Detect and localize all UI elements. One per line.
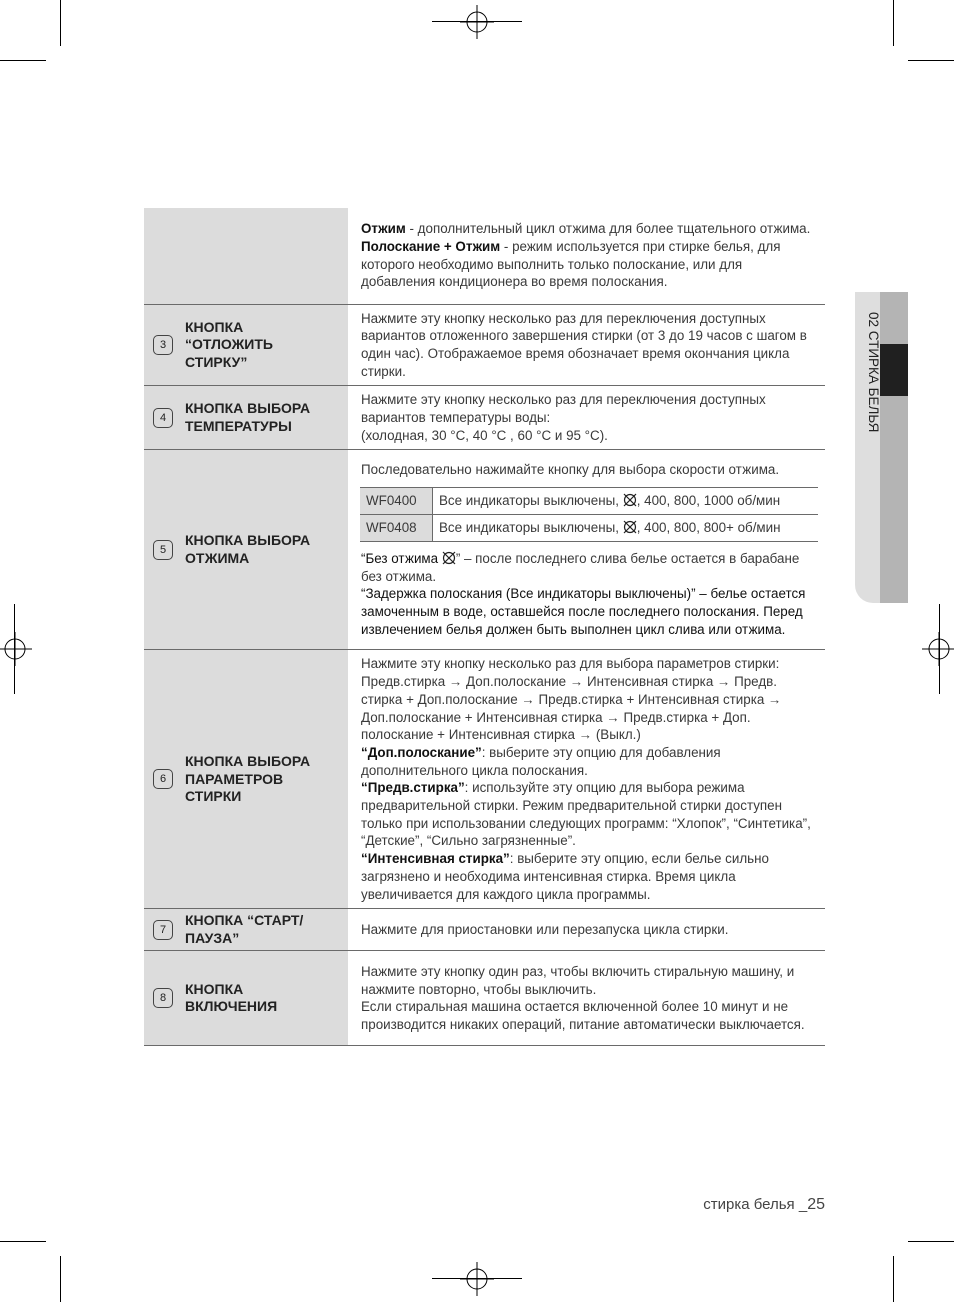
model-cell: WF0408 <box>360 515 433 542</box>
no-spin-icon <box>623 520 637 534</box>
description-text: Нажмите для приостановки или перезапуска цикла стирки. <box>361 921 729 937</box>
temperature-button-label: КНОПКА ВЫБОРА ТЕМПЕРАТУРЫ <box>185 400 311 434</box>
table-row <box>144 208 825 304</box>
spin-button-label: КНОПКА ВЫБОРА ОТЖИМА <box>185 532 311 566</box>
label-cell <box>144 909 348 951</box>
model-cell: WF0400 <box>360 488 433 515</box>
description-text: Нажмите эту кнопку один раз, чтобы включить стиральную машину, и нажмите повторно, чтобы выключить. <box>361 963 795 997</box>
description-text: “Задержка полоскания (Все индикаторы выключены)” – белье остается замоченным в воде, оставшейся после последнего полоскания. Перед извлечением белья должен быть выполнен цикл слива или отжима. <box>361 586 806 637</box>
description-text: “Без отжима <box>361 551 442 567</box>
options-button-label: КНОПКА ВЫБОРА ПАРАМЕТРОВ СТИРКИ <box>185 753 311 805</box>
description-text: : используйте эту опцию для выбора режима предварительной стирки. Режим предварительной стирки доступен только при использовании следующих программ: “Хлопок”, “Синтетика”, “Детские”, “Сильно загрязненные”. <box>361 780 811 849</box>
description-text: ” – после последнего слива белье остается в барабане без отжима. <box>361 551 800 584</box>
registration-mark <box>460 1262 494 1296</box>
description-text: (холодная, 30 °C, 40 °C , 60 °C и 95 °C). <box>361 427 608 443</box>
no-spin-icon <box>442 551 456 565</box>
description-text: : выберите эту опцию, если белье сильно загрязнено и необходима интенсивная стирка. Время цикла увеличивается для каждого цикла программы. <box>361 851 769 902</box>
speed-text: Все индикаторы выключены, <box>439 520 623 536</box>
term: “Интенсивная стирка” <box>361 851 510 867</box>
description-cell <box>348 304 825 386</box>
item-number: 6 <box>153 769 173 789</box>
label-cell <box>144 386 348 450</box>
table-row <box>144 951 825 1046</box>
crop-mark <box>0 60 46 61</box>
controls-table <box>144 208 825 1046</box>
term: “Доп.полоскание” <box>361 744 482 760</box>
label-cell <box>144 450 348 650</box>
start-pause-button-label: КНОПКА “СТАРТ/ ПАУЗА” <box>185 912 304 946</box>
crop-mark <box>893 0 894 46</box>
item-number: 4 <box>153 408 173 428</box>
description-cell <box>348 208 825 304</box>
crop-mark <box>0 1241 46 1242</box>
delay-button-label: КНОПКА “ОТЛОЖИТЬ СТИРКУ” <box>185 318 273 370</box>
item-number: 8 <box>153 988 173 1008</box>
item-number: 7 <box>153 920 173 940</box>
description-text: - дополнительный цикл отжима для более тщательного отжима. <box>405 221 811 237</box>
table-row <box>144 386 825 450</box>
registration-mark <box>0 632 32 666</box>
description-cell <box>348 386 825 450</box>
description-text: Нажмите эту кнопку несколько раз для переключения доступных вариантов отложенного завершения стирки (от 3 до 19 часов с шагом в один час). Отображаемое время обозначает время окончания цикла стирки. <box>361 310 807 379</box>
no-spin-icon <box>623 493 637 507</box>
spin-speed-table <box>360 487 818 542</box>
label-cell <box>144 951 348 1046</box>
table-row <box>144 909 825 951</box>
term: “Предв.стирка” <box>361 780 465 796</box>
description-cell <box>348 951 825 1046</box>
term: Отжим <box>361 221 406 237</box>
crop-mark <box>908 1241 954 1242</box>
table-row <box>144 450 825 650</box>
table-row <box>360 488 818 515</box>
crop-mark <box>60 1256 61 1302</box>
label-cell <box>144 208 348 304</box>
page-number: 25 <box>807 1196 825 1213</box>
registration-mark <box>460 5 494 39</box>
description-cell <box>348 650 825 909</box>
crop-mark <box>60 0 61 46</box>
power-button-label: КНОПКА ВКЛЮЧЕНИЯ <box>185 980 278 1015</box>
description-text: - режим используется при стирке белья, для которого необходимо выполнить только полоскание, или для добавления кондиционера во время полоскания. <box>361 239 781 290</box>
chapter-title: 02 СТИРКА БЕЛЬЯ <box>866 311 881 433</box>
chapter-marker <box>880 344 908 396</box>
description-text: Последовательно нажимайте кнопку для выбора скорости отжима. <box>361 462 780 478</box>
label-cell <box>144 304 348 386</box>
footer-text: стирка белья _ <box>703 1196 808 1213</box>
label-cell <box>144 650 348 909</box>
speed-text: Все индикаторы выключены, <box>439 493 623 509</box>
crop-mark <box>908 60 954 61</box>
speed-text: , 400, 800, 800+ об/мин <box>636 520 781 536</box>
speed-text: , 400, 800, 1000 об/мин <box>636 493 781 509</box>
description-text: Если стиральная машина остается включенной более 10 минут и не производится никаких операций, питание автоматически выключается. <box>361 999 805 1032</box>
crop-mark <box>893 1256 894 1302</box>
description-text: Нажмите эту кнопку несколько раз для выбора параметров стирки: Предв.стирка → Доп.полоскание → Интенсивная стирка → Предв. стирка + Доп.полоскание → Предв.стирка + Интенсивная стирка → Доп.полоскание + Интенсивная стирка → Предв.стирка + Доп. полоскание + Интенсивная стирка → (Выкл.) <box>361 656 782 743</box>
table-row <box>144 304 825 386</box>
registration-mark <box>922 632 954 666</box>
description-cell <box>348 450 825 650</box>
description-cell <box>348 909 825 951</box>
page-footer <box>703 1196 825 1214</box>
table-row <box>144 650 825 909</box>
chapter-bar <box>880 292 908 603</box>
table-row <box>360 515 818 542</box>
description-text: Нажмите эту кнопку несколько раз для переключения доступных вариантов температуры воды: <box>361 392 766 426</box>
description-text: : выберите эту опцию для добавления дополнительного цикла полоскания. <box>361 744 721 778</box>
item-number: 3 <box>153 335 173 355</box>
item-number: 5 <box>153 540 173 560</box>
speed-cell <box>433 488 819 515</box>
speed-cell <box>433 515 819 542</box>
term: Полоскание + Отжим <box>361 239 501 255</box>
